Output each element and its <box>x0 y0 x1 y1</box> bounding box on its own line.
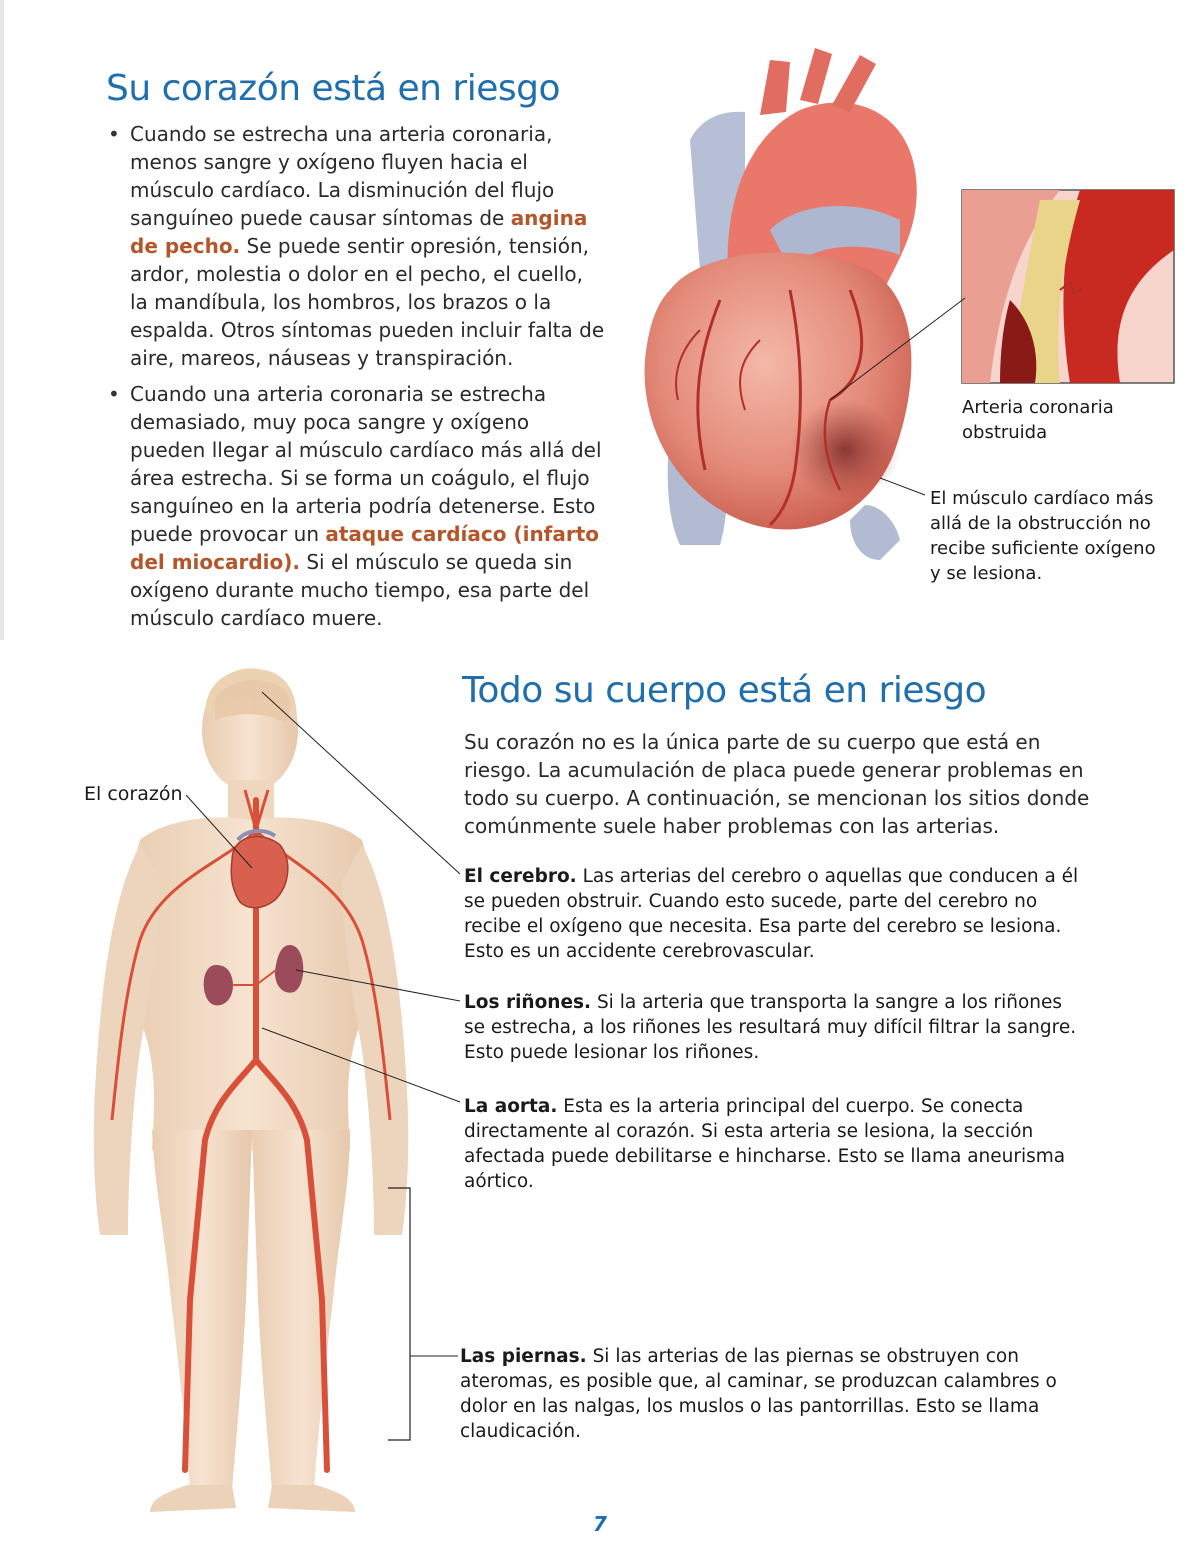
blocked-artery-inset <box>962 190 1174 383</box>
bullet-dot-icon: • <box>108 122 120 146</box>
page-number: 7 <box>593 1512 607 1536</box>
caption-damaged-muscle: El músculo cardíaco más allá de la obstrucción no recibe suficiente oxígeno y se lesiona. <box>930 488 1156 584</box>
heart-illustration <box>645 48 917 560</box>
term-angina: angina de pecho. <box>130 206 588 258</box>
bullet-narrowed-artery <box>106 120 606 372</box>
item-label: La aorta. <box>464 1096 558 1117</box>
item-label: Las piernas. <box>460 1346 587 1367</box>
item-text: Si las arterias de las piernas se obstruyen con ateromas, es posible que, al caminar, se produzcan calambres o dolor en las nalgas, los muslos o las pantorrillas. Esto se llama claudicación. <box>460 1346 1057 1442</box>
caption-blocked-artery: Arteria coronaria obstruida <box>962 397 1114 443</box>
item-text: Las arterias del cerebro o aquellas que conducen a él se pueden obstruir. Cuando esto sucede, parte del cerebro no recibe el oxígeno que necesita. Esa parte del cerebro se lesiona. Esto es un accidente cerebrovascular. <box>464 866 1079 962</box>
bullet-text: Si el músculo se queda sin oxígeno durante mucho tiempo, esa parte del músculo cardíaco muere. <box>130 550 590 630</box>
section-title-heart-risk: Su corazón está en riesgo <box>106 68 560 109</box>
bullet-heart-attack <box>106 380 606 632</box>
body-risk-intro: Su corazón no es la única parte de su cuerpo que está en riesgo. La acumulación de placa puede generar problemas en todo su cuerpo. A continuación, se mencionan los sitios donde comúnmente suele haber problemas con las arterias. <box>464 730 1090 838</box>
item-kidneys <box>464 990 1084 1065</box>
item-legs <box>460 1344 1080 1444</box>
kidney-left <box>204 965 233 1005</box>
item-aorta <box>464 1094 1084 1194</box>
section-title-body-risk: Todo su cuerpo está en riesgo <box>462 670 987 711</box>
leader-muscle <box>880 478 925 495</box>
item-label: Los riñones. <box>464 992 592 1013</box>
damaged-muscle-area <box>790 400 900 500</box>
item-label: El cerebro. <box>464 866 577 887</box>
bullet-text: Se puede sentir opresión, tensión, ardor, molestia o dolor en el pecho, el cuello, la mandíbula, los hombros, los brazos o la espalda. Otros síntomas pueden incluir falta de aire, mareos, náuseas y transpiración. <box>130 234 605 370</box>
bullet-dot-icon: • <box>108 382 120 406</box>
heart-risk-bullets <box>106 120 606 632</box>
label-heart: El corazón <box>84 783 183 805</box>
item-text: Esta es la arteria principal del cuerpo. Se conecta directamente al corazón. Si esta arteria se lesiona, la sección afectada puede debilitarse e hincharse. Esto se llama aneurisma aórtico. <box>464 1096 1066 1192</box>
bullet-text: Cuando se estrecha una arteria coronaria, menos sangre y oxígeno fluyen hacia el músculo cardíaco. La disminución del flujo sanguíneo puede causar síntomas de <box>130 122 555 230</box>
item-brain <box>464 864 1084 964</box>
bullet-text: Cuando una arteria coronaria se estrecha demasiado, muy poca sangre y oxígeno pueden llegar al músculo cardíaco más allá del área estrecha. Si se forma un coágulo, el flujo sanguíneo en la arteria podría detenerse. Esto puede provocar un <box>130 382 602 546</box>
term-heart-attack: ataque cardíaco (infarto del miocardio). <box>130 522 600 574</box>
descending-vessel <box>850 505 900 560</box>
item-text: Si la arteria que transporta la sangre a los riñones se estrecha, a los riñones les resultará muy difícil filtrar la sangre. Esto puede lesionar los riñones. <box>464 992 1077 1063</box>
